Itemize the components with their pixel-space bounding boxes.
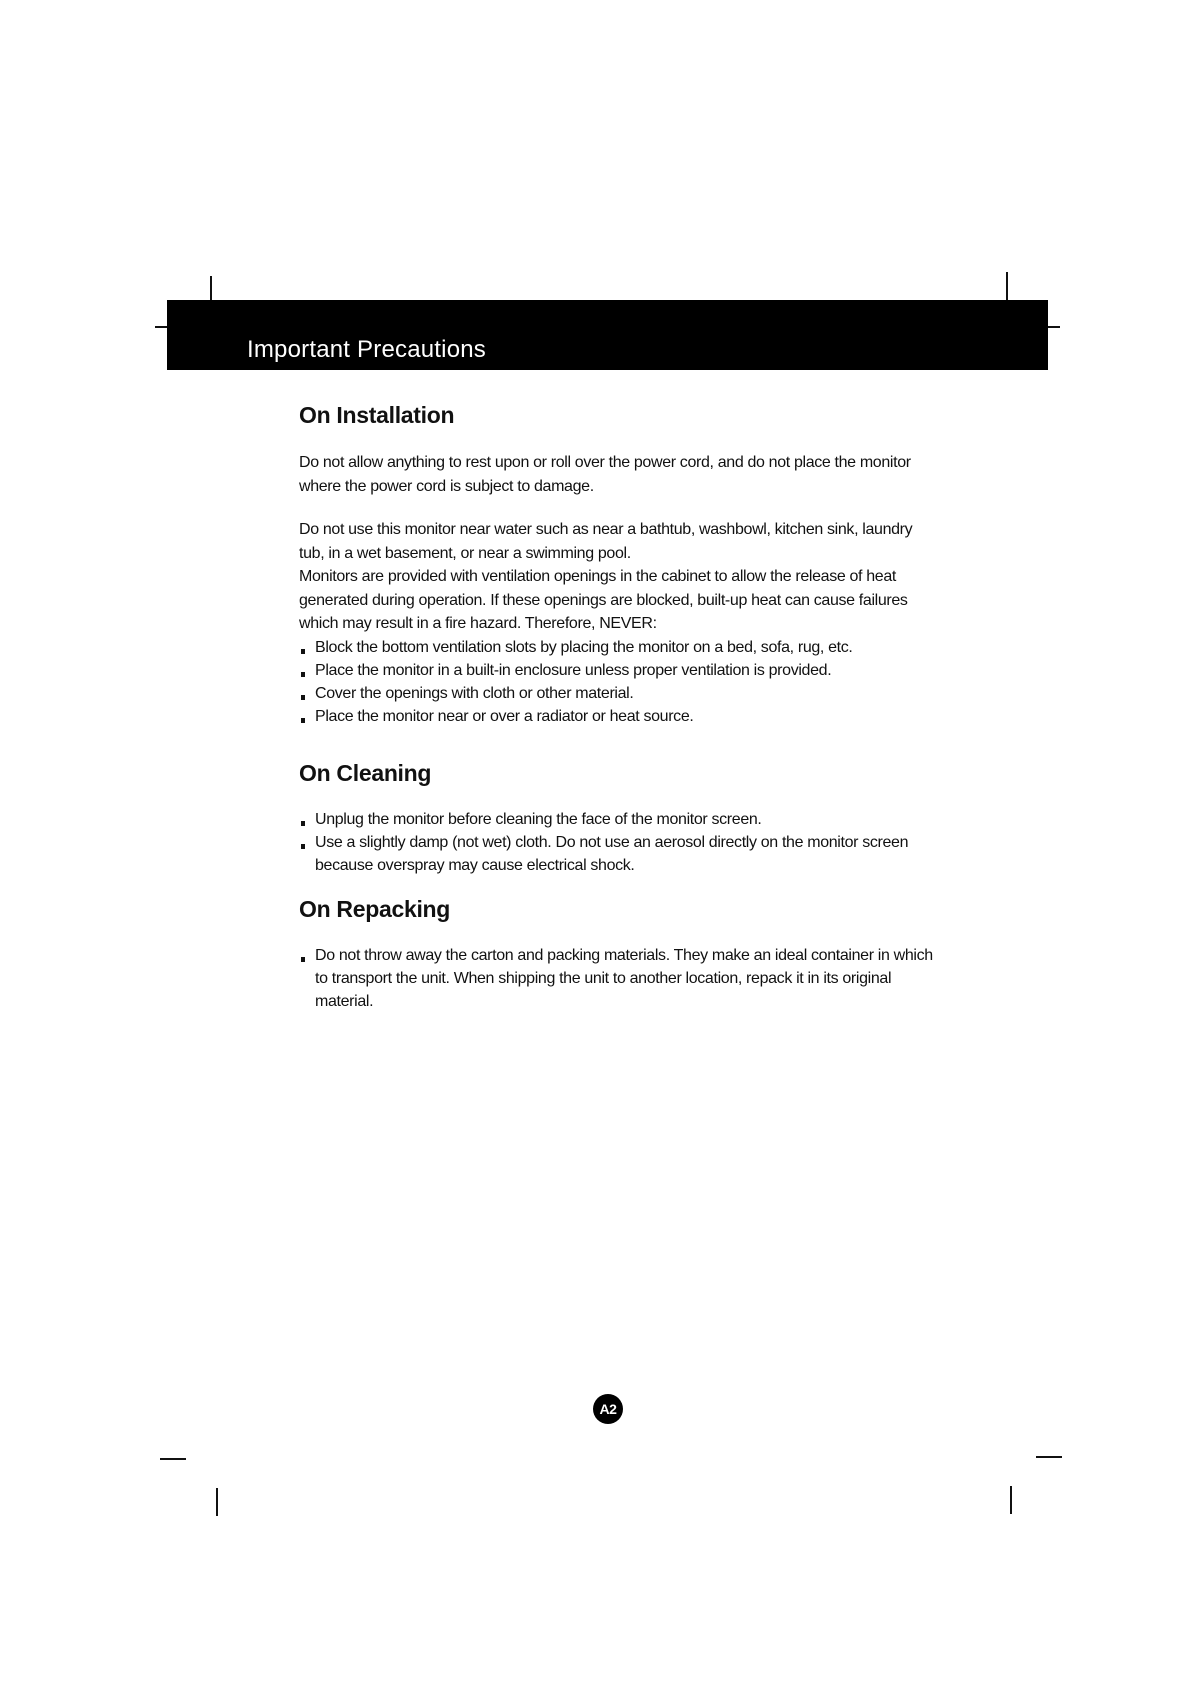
header-bar [167,300,1048,370]
cleaning-bullet-list [299,808,939,877]
bullet-icon [301,844,305,849]
list-item: Use a slightly damp (not wet) cloth. Do not use an aerosol directly on the monitor screen because overspray may cause electrical shock. [299,831,939,877]
repacking-section [299,896,939,1013]
crop-mark-bottom-left-h [160,1458,186,1460]
cleaning-section [299,760,939,877]
cleaning-heading: On Cleaning [299,760,432,786]
installation-paragraph-power-cord: Do not allow anything to rest upon or roll over the power cord, and do not place the monitor where the power cord is subject to damage. [299,454,911,495]
list-item: Block the bottom ventilation slots by placing the monitor on a bed, sofa, rug, etc. [299,636,939,659]
crop-mark-left-tick [155,326,167,328]
list-item: Cover the openings with cloth or other material. [299,682,939,705]
repacking-heading: On Repacking [299,896,451,922]
crop-mark-right-tick [1048,326,1060,328]
repacking-bullet-list [299,944,939,1013]
bullet-icon [301,649,305,654]
bullet-icon [301,672,305,677]
list-item: Do not throw away the carton and packing materials. They make an ideal container in which to transport the unit. When shipping the unit to another location, repack it in its original material. [299,944,939,1013]
crop-mark-bottom-right-h [1036,1456,1062,1458]
list-item: Place the monitor near or over a radiator or heat source. [299,705,939,728]
installation-bullet-list [299,636,939,728]
bullet-icon [301,695,305,700]
crop-mark-top-left [210,276,212,300]
list-item: Unplug the monitor before cleaning the face of the monitor screen. [299,808,939,831]
bullet-icon [301,957,305,962]
installation-paragraph-ventilation: Monitors are provided with ventilation openings in the cabinet to allow the release of heat generated during operation. If these openings are blocked, built-up heat can cause failures which may result in a fire hazard. Therefore, NEVER: [299,568,908,632]
crop-mark-bottom-left-v [216,1488,218,1516]
bullet-icon [301,821,305,826]
page-number-badge: A2 [593,1394,623,1424]
page-title: Important Precautions [247,336,486,363]
installation-paragraph-water: Do not use this monitor near water such as near a bathtub, washbowl, kitchen sink, laundry tub, in a wet basement, or near a swimming pool. [299,521,913,562]
crop-mark-top-right [1006,272,1008,300]
list-item: Place the monitor in a built-in enclosure unless proper ventilation is provided. [299,659,939,682]
installation-section [299,402,939,728]
installation-heading: On Installation [299,402,455,428]
bullet-icon [301,718,305,723]
crop-mark-bottom-right-v [1010,1486,1012,1514]
